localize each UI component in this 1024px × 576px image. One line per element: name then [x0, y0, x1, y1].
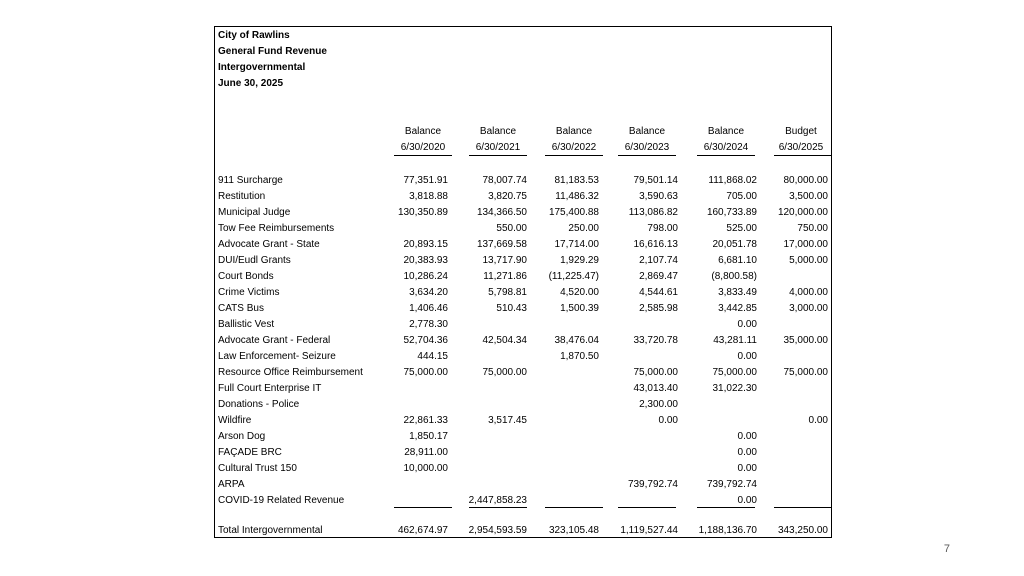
cell-value: 43,281.11	[713, 335, 757, 346]
table-row	[215, 285, 831, 301]
cell-value: 75,000.00	[783, 367, 828, 378]
col-header-2020-date: 6/30/2020	[400, 142, 446, 153]
table-row	[215, 461, 831, 477]
row-label: Arson Dog	[218, 431, 266, 442]
total-row	[215, 524, 831, 538]
row-label: Court Bonds	[218, 271, 274, 282]
cell-value: 2,869.47	[639, 271, 678, 282]
cell-value: 4,000.00	[789, 287, 828, 298]
cell-value: 550.00	[496, 223, 527, 234]
cell-value: 5,798.81	[488, 287, 527, 298]
cell-value: 739,792.74	[627, 479, 678, 490]
cell-value: 75,000.00	[482, 367, 527, 378]
cell-value: 160,733.89	[706, 207, 757, 218]
cell-value: 739,792.74	[706, 479, 757, 490]
cell-value: 2,107.74	[639, 255, 678, 266]
cell-value: 130,350.89	[397, 207, 448, 218]
cell-value: 0.00	[737, 319, 757, 330]
table-row	[215, 221, 831, 237]
cell-value: 0.00	[737, 351, 757, 362]
table-row	[215, 189, 831, 205]
cell-value: 81,183.53	[554, 175, 599, 186]
col-underline	[618, 155, 676, 156]
cell-value: 134,366.50	[476, 207, 527, 218]
total-value: 462,674.97	[397, 525, 448, 536]
row-label: DUI/Eudl Grants	[218, 255, 291, 266]
cell-value: 31,022.30	[712, 383, 757, 394]
col-header-2022-date: 6/30/2022	[551, 142, 597, 153]
title-city: City of Rawlins	[218, 30, 290, 41]
table-row	[215, 237, 831, 253]
sum-underline	[469, 507, 527, 508]
row-label: 911 Surcharge	[218, 175, 283, 186]
cell-value: 525.00	[726, 223, 757, 234]
cell-value: 20,893.15	[403, 239, 448, 250]
row-label: FAÇADE BRC	[218, 447, 282, 458]
cell-value: (11,225.47)	[548, 271, 599, 282]
cell-value: 20,383.93	[403, 255, 448, 266]
col-header-2023-top: Balance	[628, 126, 666, 137]
cell-value: 11,486.32	[555, 191, 599, 202]
row-label: Advocate Grant - Federal	[218, 335, 331, 346]
total-value: 1,119,527.44	[620, 525, 678, 536]
cell-value: 22,861.33	[403, 415, 448, 426]
table-row	[215, 205, 831, 221]
table-row	[215, 429, 831, 445]
cell-value: 17,714.00	[554, 239, 599, 250]
sum-underline	[618, 507, 676, 508]
row-label: Wildfire	[218, 415, 252, 426]
cell-value: 111,868.02	[708, 175, 757, 186]
table-row	[215, 397, 831, 413]
cell-value: 510.43	[496, 303, 527, 314]
cell-value: 2,585.98	[639, 303, 678, 314]
cell-value: 4,520.00	[560, 287, 599, 298]
table-row	[215, 173, 831, 189]
col-header-2022-top: Balance	[555, 126, 593, 137]
cell-value: 3,500.00	[789, 191, 828, 202]
cell-value: 0.00	[737, 495, 757, 506]
table-row	[215, 365, 831, 381]
cell-value: (8,800.58)	[711, 271, 757, 282]
sum-underline	[545, 507, 603, 508]
cell-value: 113,086.82	[628, 207, 678, 218]
row-label: Restitution	[218, 191, 266, 202]
row-label: COVID-19 Related Revenue	[218, 495, 345, 506]
cell-value: 78,007.74	[482, 175, 527, 186]
row-label: Cultural Trust 150	[218, 463, 297, 474]
cell-value: 6,681.10	[718, 255, 757, 266]
cell-value: 80,000.00	[783, 175, 828, 186]
table-row	[215, 333, 831, 349]
total-value: 343,250.00	[777, 525, 828, 536]
cell-value: 0.00	[737, 447, 757, 458]
table-row	[215, 253, 831, 269]
table-body	[215, 173, 831, 509]
cell-value: 17,000.00	[783, 239, 828, 250]
cell-value: 705.00	[726, 191, 757, 202]
title-fund: General Fund Revenue	[218, 46, 327, 57]
cell-value: 79,501.14	[633, 175, 678, 186]
cell-value: 5,000.00	[789, 255, 828, 266]
cell-value: 444.15	[417, 351, 448, 362]
total-value: 323,105.48	[548, 525, 599, 536]
cell-value: 75,000.00	[712, 367, 757, 378]
cell-value: 1,870.50	[560, 351, 599, 362]
col-header-2024-top: Balance	[707, 126, 745, 137]
col-header-2024-date: 6/30/2024	[703, 142, 749, 153]
row-label: Tow Fee Reimbursements	[218, 223, 335, 234]
cell-value: 3,818.88	[409, 191, 448, 202]
cell-value: 75,000.00	[403, 367, 448, 378]
cell-value: 175,400.88	[548, 207, 599, 218]
row-label: Ballistic Vest	[218, 319, 275, 330]
row-label: CATS Bus	[218, 303, 264, 314]
row-label: Donations - Police	[218, 399, 300, 410]
row-label: Municipal Judge	[218, 207, 291, 218]
row-label: ARPA	[218, 479, 245, 490]
col-header-2021-date: 6/30/2021	[475, 142, 521, 153]
table-row	[215, 349, 831, 365]
sum-underline	[774, 507, 831, 508]
cell-value: 52,704.36	[403, 335, 448, 346]
sum-underline	[697, 507, 755, 508]
cell-value: 4,544.61	[639, 287, 678, 298]
cell-value: 3,517.45	[488, 415, 527, 426]
col-underline	[469, 155, 527, 156]
cell-value: 2,778.30	[409, 319, 448, 330]
cell-value: 137,669.58	[476, 239, 527, 250]
row-label: Advocate Grant - State	[218, 239, 320, 250]
cell-value: 3,000.00	[789, 303, 828, 314]
cell-value: 33,720.78	[633, 335, 678, 346]
row-label: Resource Office Reimbursement	[218, 367, 363, 378]
cell-value: 28,911.00	[404, 447, 448, 458]
sum-underline	[394, 507, 452, 508]
cell-value: 750.00	[797, 223, 828, 234]
cell-value: 0.00	[737, 463, 757, 474]
cell-value: 20,051.78	[712, 239, 757, 250]
col-underline	[774, 155, 831, 156]
cell-value: 11,271.86	[483, 271, 527, 282]
cell-value: 250.00	[568, 223, 599, 234]
cell-value: 1,406.46	[409, 303, 448, 314]
cell-value: 75,000.00	[633, 367, 678, 378]
cell-value: 1,929.29	[560, 255, 599, 266]
cell-value: 3,820.75	[488, 191, 527, 202]
cell-value: 16,616.13	[633, 239, 678, 250]
cell-value: 120,000.00	[777, 207, 828, 218]
table-row	[215, 381, 831, 397]
table-row	[215, 445, 831, 461]
title-date: June 30, 2025	[218, 78, 284, 89]
col-underline	[394, 155, 452, 156]
row-label: Law Enforcement- Seizure	[218, 351, 336, 362]
col-header-2023-date: 6/30/2023	[624, 142, 670, 153]
cell-value: 2,300.00	[639, 399, 678, 410]
revenue-table	[214, 26, 832, 538]
cell-value: 1,850.17	[409, 431, 448, 442]
cell-value: 77,351.91	[403, 175, 448, 186]
cell-value: 13,717.90	[482, 255, 527, 266]
cell-value: 3,590.63	[639, 191, 678, 202]
col-header-2021-top: Balance	[479, 126, 517, 137]
col-header-2025-top: Budget	[785, 126, 817, 137]
cell-value: 10,286.24	[403, 271, 448, 282]
row-label: Crime Victims	[218, 287, 280, 298]
cell-value: 10,000.00	[403, 463, 448, 474]
cell-value: 35,000.00	[783, 335, 828, 346]
cell-value: 38,476.04	[554, 335, 599, 346]
cell-value: 42,504.34	[482, 335, 527, 346]
col-underline	[697, 155, 755, 156]
cell-value: 798.00	[647, 223, 678, 234]
total-value: 1,188,136.70	[698, 525, 757, 536]
cell-value: 2,447,858.23	[468, 495, 527, 506]
title-category: Intergovernmental	[218, 62, 306, 73]
total-label: Total Intergovernmental	[218, 525, 323, 536]
table-row	[215, 301, 831, 317]
table-row	[215, 317, 831, 333]
total-value: 2,954,593.59	[468, 525, 527, 536]
cell-value: 0.00	[737, 431, 757, 442]
cell-value: 1,500.39	[560, 303, 599, 314]
cell-value: 3,442.85	[718, 303, 757, 314]
col-header-2020-top: Balance	[404, 126, 442, 137]
cell-value: 0.00	[808, 415, 828, 426]
col-underline	[545, 155, 603, 156]
cell-value: 43,013.40	[633, 383, 678, 394]
cell-value: 0.00	[658, 415, 678, 426]
table-row	[215, 413, 831, 429]
table-row	[215, 269, 831, 285]
col-header-2025-date: 6/30/2025	[778, 142, 824, 153]
table-row	[215, 477, 831, 493]
cell-value: 3,634.20	[409, 287, 448, 298]
cell-value: 3,833.49	[718, 287, 757, 298]
row-label: Full Court Enterprise IT	[218, 383, 322, 394]
page-number: 7	[943, 543, 950, 555]
